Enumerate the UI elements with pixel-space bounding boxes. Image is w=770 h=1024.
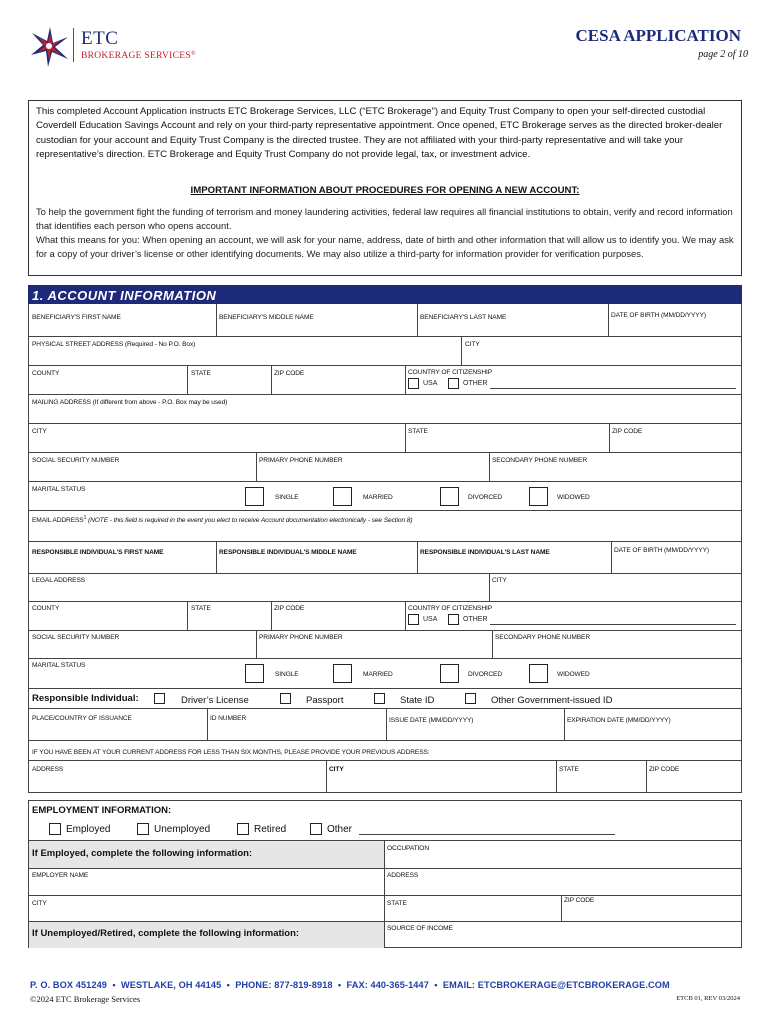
ri-state-label: STATE (191, 605, 211, 612)
ri-marital-divorced-label: DIVORCED (468, 671, 503, 678)
account-form (28, 304, 742, 793)
notice-paragraph-2: What this means for you: When opening an account, we will ask for your name, address, date of birth and other information that will allow us to identify you. We may ask for a copy of your driver’s license or other identifying documents. We may also utilize a third-party for information provider for verification purposes. (36, 234, 734, 259)
state-label: STATE (191, 370, 211, 377)
ri-middle-name-field[interactable] (217, 542, 417, 573)
notice-paragraph-1: To help the government fight the funding of terrorism and money laundering activities, federal law requires all financial institutions to obtain, verify and record information that identifies each person who opens account. (36, 206, 733, 231)
zip-label: ZIP CODE (274, 370, 305, 377)
secondary-phone-label: SECONDARY PHONE NUMBER (492, 457, 588, 464)
prev-city-field[interactable] (327, 761, 556, 793)
employed-checkbox[interactable] (49, 823, 61, 835)
ri-primary-phone-label: PRIMARY PHONE NUMBER (259, 634, 343, 641)
footer-copyright: ©2024 ETC Brokerage Services (30, 994, 141, 1004)
citizenship-usa-checkbox[interactable] (408, 378, 419, 389)
prev-state-label: STATE (559, 766, 579, 773)
ri-marital-married-checkbox[interactable] (333, 664, 352, 683)
footer-contact: P. O. BOX 451249 • WESTLAKE, OH 44145 • PHONE: 877-819-8918 • FAX: 440-365-1447 • EMAIL: ETCBROKERAGE@ETCBROKERAGE.COM (30, 980, 670, 990)
other-employment-input[interactable] (359, 834, 615, 835)
logo-text-brokerage: BROKERAGE SERVICES® (81, 51, 196, 61)
drivers-license-label: Driver’s License (181, 695, 249, 706)
ri-secondary-phone-label: SECONDARY PHONE NUMBER (495, 634, 591, 641)
passport-checkbox[interactable] (280, 693, 291, 704)
email-label: EMAIL ADDRESS$^1$ (NOTE - this field is required in the event you elect to receive Account documentation electronically - see Section 8) (32, 515, 413, 525)
page-title: CESA APPLICATION (575, 26, 741, 45)
citizenship-label: COUNTRY OF CITIZENSHIP (408, 369, 493, 376)
ri-citizenship-usa-label: USA (423, 616, 438, 623)
prev-zip-label: ZIP CODE (649, 766, 680, 773)
mailing-zip-label: ZIP CODE (612, 428, 643, 435)
employment-form (28, 800, 742, 948)
other-employment-checkbox[interactable] (310, 823, 322, 835)
ri-citizenship-other-input[interactable] (490, 624, 736, 625)
ri-marital-divorced-checkbox[interactable] (440, 664, 459, 683)
ri-middle-name-label: RESPONSIBLE INDIVIDUAL'S MIDDLE NAME (219, 549, 357, 556)
ri-marital-status-label: MARITAL STATUS (32, 662, 86, 669)
legal-city-field[interactable] (490, 574, 741, 601)
logo (28, 25, 218, 70)
intro-box (28, 100, 742, 276)
employment-title: EMPLOYMENT INFORMATION: (32, 805, 172, 816)
employer-name-label: EMPLOYER NAME (32, 872, 89, 879)
ri-marital-widowed-label: WIDOWED (557, 671, 590, 678)
citizenship-other-input[interactable] (490, 388, 736, 389)
legal-address-label: LEGAL ADDRESS (32, 577, 86, 584)
prev-city-label: CITY (329, 766, 344, 773)
other-employment-label: Other (327, 824, 353, 835)
mailing-state-field[interactable] (406, 424, 609, 452)
occupation-field[interactable] (385, 841, 741, 868)
ri-first-name-field[interactable] (29, 542, 216, 573)
drivers-license-checkbox[interactable] (154, 693, 165, 704)
marital-divorced-checkbox[interactable] (440, 487, 459, 506)
county-label: COUNTY (32, 370, 60, 377)
id-number-label: ID NUMBER (210, 715, 247, 722)
citizenship-other-checkbox[interactable] (448, 378, 459, 389)
marital-married-label: MARRIED (363, 494, 393, 501)
expiration-date-field[interactable] (565, 709, 741, 740)
id-number-field[interactable] (208, 709, 386, 740)
prev-address-label: ADDRESS (32, 766, 64, 773)
physical-city-field[interactable] (462, 337, 741, 365)
employer-city-label: CITY (32, 900, 47, 907)
mailing-address-label: MAILING ADDRESS (If different from above - P.O. Box may be used) (32, 399, 228, 406)
employer-city-field[interactable] (29, 896, 384, 921)
ri-first-name-label: RESPONSIBLE INDIVIDUAL'S FIRST NAME (32, 549, 164, 556)
mailing-city-label: CITY (32, 428, 47, 435)
marital-single-label: SINGLE (275, 494, 299, 501)
physical-city-label: CITY (465, 341, 480, 348)
state-id-checkbox[interactable] (374, 693, 385, 704)
unemployed-label: Unemployed (154, 824, 211, 835)
primary-phone-label: PRIMARY PHONE NUMBER (259, 457, 343, 464)
occupation-label: OCCUPATION (387, 845, 429, 852)
employer-zip-label: ZIP CODE (564, 897, 595, 904)
state-id-label: State ID (400, 695, 435, 706)
section-1-header (28, 285, 742, 304)
beneficiary-first-name-label: BENEFICIARY'S FIRST NAME (32, 314, 121, 321)
employer-address-field[interactable] (385, 869, 741, 895)
place-issuance-label: PLACE/COUNTRY OF ISSUANCE (32, 715, 132, 722)
other-gov-id-checkbox[interactable] (465, 693, 476, 704)
issue-date-label: ISSUE DATE (MM/DD/YYYY) (389, 717, 474, 724)
marital-single-checkbox[interactable] (245, 487, 264, 506)
ri-last-name-label: RESPONSIBLE INDIVIDUAL'S LAST NAME (420, 549, 550, 556)
beneficiary-dob-field[interactable] (609, 304, 741, 336)
citizenship-usa-label: USA (423, 380, 438, 387)
place-issuance-field[interactable] (29, 709, 207, 740)
star-logo-icon (28, 25, 72, 69)
ri-citizenship-other-checkbox[interactable] (448, 614, 459, 625)
intro-paragraph: This completed Account Application instructs ETC Brokerage Services, LLC (“ETC Brokerage”) and Equity Trust Company to open your self-directed custodial Coverdell Education Savings Account and rely on your third-party representative appointment. Once opened, ETC Brokerage serves as the directed broker-dealer custodian for your account and Equity Trust Company is the directed trustee. They are not affiliated with your third-party representative and will take your representative’s direction. ETC Brokerage and Equity Trust Company do not provide legal, tax, or investment advice. (36, 106, 723, 161)
ri-ssn-label: SOCIAL SECURITY NUMBER (32, 634, 120, 641)
employer-state-label: STATE (387, 900, 407, 907)
marital-widowed-checkbox[interactable] (529, 487, 548, 506)
source-income-label: SOURCE OF INCOME (387, 925, 453, 932)
ri-marital-widowed-checkbox[interactable] (529, 664, 548, 683)
ssn-label: SOCIAL SECURITY NUMBER (32, 457, 120, 464)
legal-address-field[interactable] (29, 574, 489, 601)
retired-label: Retired (254, 824, 287, 835)
ri-id-type-label: Responsible Individual: (32, 693, 139, 704)
ri-marital-single-checkbox[interactable] (245, 664, 264, 683)
marital-widowed-label: WIDOWED (557, 494, 590, 501)
mailing-state-label: STATE (408, 428, 428, 435)
beneficiary-last-name-label: BENEFICIARY'S LAST NAME (420, 314, 507, 321)
physical-address-label: PHYSICAL STREET ADDRESS (Required - No P.O. Box) (32, 341, 196, 348)
marital-married-checkbox[interactable] (333, 487, 352, 506)
ri-zip-label: ZIP CODE (274, 605, 305, 612)
citizenship-other-label: OTHER (463, 380, 488, 387)
prev-address-field[interactable] (29, 761, 326, 793)
logo-text-etc: ETC (81, 28, 119, 49)
ri-dob-label: DATE OF BIRTH (MM/DD/YYYY) (614, 547, 709, 554)
notice-title: IMPORTANT INFORMATION ABOUT PROCEDURES FOR OPENING A NEW ACCOUNT: (190, 185, 580, 196)
beneficiary-dob-label: DATE OF BIRTH (MM/DD/YYYY) (611, 312, 706, 319)
expiration-date-label: EXPIRATION DATE (MM/DD/YYYY) (567, 717, 671, 724)
employer-state-field[interactable] (385, 896, 561, 921)
ri-marital-married-label: MARRIED (363, 671, 393, 678)
issue-date-field[interactable] (387, 709, 564, 740)
ri-county-label: COUNTY (32, 605, 60, 612)
employer-address-label: ADDRESS (387, 872, 419, 879)
marital-status-label: MARITAL STATUS (32, 486, 86, 493)
ri-citizenship-other-label: OTHER (463, 616, 488, 623)
legal-city-label: CITY (492, 577, 507, 584)
mailing-city-field[interactable] (29, 424, 405, 452)
beneficiary-middle-name-label: BENEFICIARY'S MIDDLE NAME (219, 314, 314, 321)
section-1-title: 1. ACCOUNT INFORMATION (32, 288, 217, 303)
marital-divorced-label: DIVORCED (468, 494, 503, 501)
footer-form-code: ETCB 01, REV 03/2024 (676, 995, 740, 1002)
if-unemployed-heading: If Unemployed/Retired, complete the following information: (32, 928, 300, 939)
ri-citizenship-usa-checkbox[interactable] (408, 614, 419, 625)
ri-marital-single-label: SINGLE (275, 671, 299, 678)
ri-citizenship-label: COUNTRY OF CITIZENSHIP (408, 605, 493, 612)
retired-checkbox[interactable] (237, 823, 249, 835)
employed-label: Employed (66, 824, 111, 835)
page-number: page 2 of 10 (698, 49, 748, 60)
other-gov-id-label: Other Government-issued ID (491, 695, 613, 706)
if-employed-heading: If Employed, complete the following information: (32, 848, 253, 859)
ri-last-name-field[interactable] (418, 542, 611, 573)
previous-address-note: IF YOU HAVE BEEN AT YOUR CURRENT ADDRESS FOR LESS THAN SIX MONTHS, PLEASE PROVIDE YOUR PREVIOUS ADDRESS: (32, 749, 430, 756)
passport-label: Passport (306, 695, 344, 706)
unemployed-checkbox[interactable] (137, 823, 149, 835)
